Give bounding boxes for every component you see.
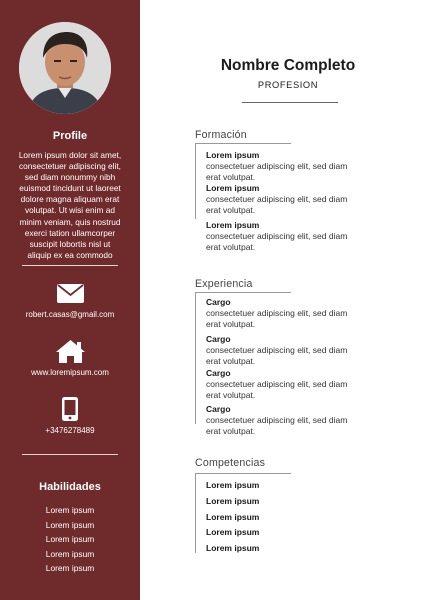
portrait-image [19, 22, 111, 114]
entry-title: Lorem ipsum [206, 183, 260, 193]
skill-item: Lorem ipsum [45, 519, 95, 530]
experiencia-entry [206, 368, 366, 400]
entry-desc: consectetuer adipiscing elit, sed diam [206, 194, 348, 204]
envelope-icon [57, 284, 84, 303]
skills-heading: Habilidades [39, 481, 101, 493]
entry-desc: erat volutpat. [206, 318, 256, 329]
entry-desc: erat volutpat. [206, 204, 256, 215]
skill-item: Lorem ipsum [45, 548, 95, 559]
entry-title: Cargo [206, 368, 231, 378]
experiencia-entry [206, 297, 366, 329]
section-rule [195, 143, 291, 144]
profile-text [8, 150, 132, 261]
phone-text[interactable]: +3476278489 [45, 426, 95, 435]
entry-desc: consectetuer adipiscing elit, sed diam [206, 379, 348, 389]
section-bar [195, 473, 196, 553]
sidebar [0, 0, 140, 600]
entry-desc: consectetuer adipiscing elit, sed diam [206, 161, 348, 171]
competencia-item: Lorem ipsum [206, 512, 260, 522]
competencias-title: Competencias [195, 457, 266, 469]
experiencia-title: Experiencia [195, 278, 253, 290]
competencia-item: Lorem ipsum [206, 527, 260, 537]
sidebar-divider [22, 454, 118, 455]
profile-line: exerci tation ullamcorper [24, 227, 116, 238]
entry-desc: erat volutpat. [206, 241, 256, 252]
formacion-title: Formación [195, 129, 247, 141]
sidebar-divider [22, 265, 118, 266]
profile-line: dolore magna aliquam erat [20, 194, 120, 205]
profile-line: minim veniam, quis nostrud [19, 216, 121, 227]
formacion-entry [206, 150, 366, 182]
entry-desc: consectetuer adipiscing elit, sed diam [206, 308, 348, 318]
formacion-entry [206, 220, 366, 252]
entry-desc: consectetuer adipiscing elit, sed diam [206, 345, 348, 355]
competencia-item: Lorem ipsum [206, 543, 260, 553]
skill-item: Lorem ipsum [45, 505, 95, 515]
skill-item: Lorem ipsum [45, 534, 95, 544]
profile-line: sed diam nonummy nibh [24, 172, 116, 183]
email-text[interactable]: robert.casas@gmail.com [25, 310, 115, 319]
profile-line: consectetuer adipiscing elit, [19, 161, 121, 172]
website-text[interactable]: www.loremipsum.com [31, 368, 109, 377]
entry-desc: consectetuer adipiscing elit, sed diam [206, 415, 348, 425]
profile-heading: Profile [52, 130, 88, 142]
profile-line: Lorem ipsum dolor sit amet, [18, 150, 122, 160]
full-name: Nombre Completo [220, 57, 356, 74]
experiencia-entry [206, 404, 366, 436]
skills-list [0, 503, 140, 576]
section-bar [195, 143, 196, 219]
formacion-entry [206, 183, 366, 215]
entry-title: Cargo [206, 297, 231, 307]
entry-title: Lorem ipsum [206, 220, 260, 230]
profession: PROFESION [257, 80, 319, 90]
skill-item: Lorem ipsum [45, 563, 95, 573]
entry-title: Lorem ipsum [206, 150, 260, 160]
entry-desc: erat volutpat. [206, 389, 256, 400]
entry-desc: erat volutpat. [206, 355, 256, 366]
entry-title: Cargo [206, 334, 231, 344]
profile-line: aliquip ex ea commodo [27, 249, 113, 260]
experiencia-entry [206, 334, 366, 366]
entry-desc: consectetuer adipiscing elit, sed diam [206, 231, 348, 241]
entry-desc: erat volutpat. [206, 425, 256, 436]
competencia-item: Lorem ipsum [206, 496, 260, 506]
section-bar [195, 292, 196, 424]
entry-title: Cargo [206, 404, 231, 414]
profile-line: euismod tincidunt ut laoreet [19, 183, 121, 194]
competencia-item: Lorem ipsum [206, 480, 260, 490]
home-icon [55, 339, 86, 364]
name-divider [242, 102, 338, 103]
profile-photo [19, 22, 111, 114]
section-rule [195, 473, 291, 474]
profile-line: suscipit lobortis nisl ut [29, 238, 111, 249]
section-rule [195, 292, 291, 293]
entry-desc: erat volutpat. [206, 171, 256, 182]
profile-line: volutpat. Ut wisi enim ad [25, 205, 115, 216]
phone-icon [62, 397, 78, 421]
